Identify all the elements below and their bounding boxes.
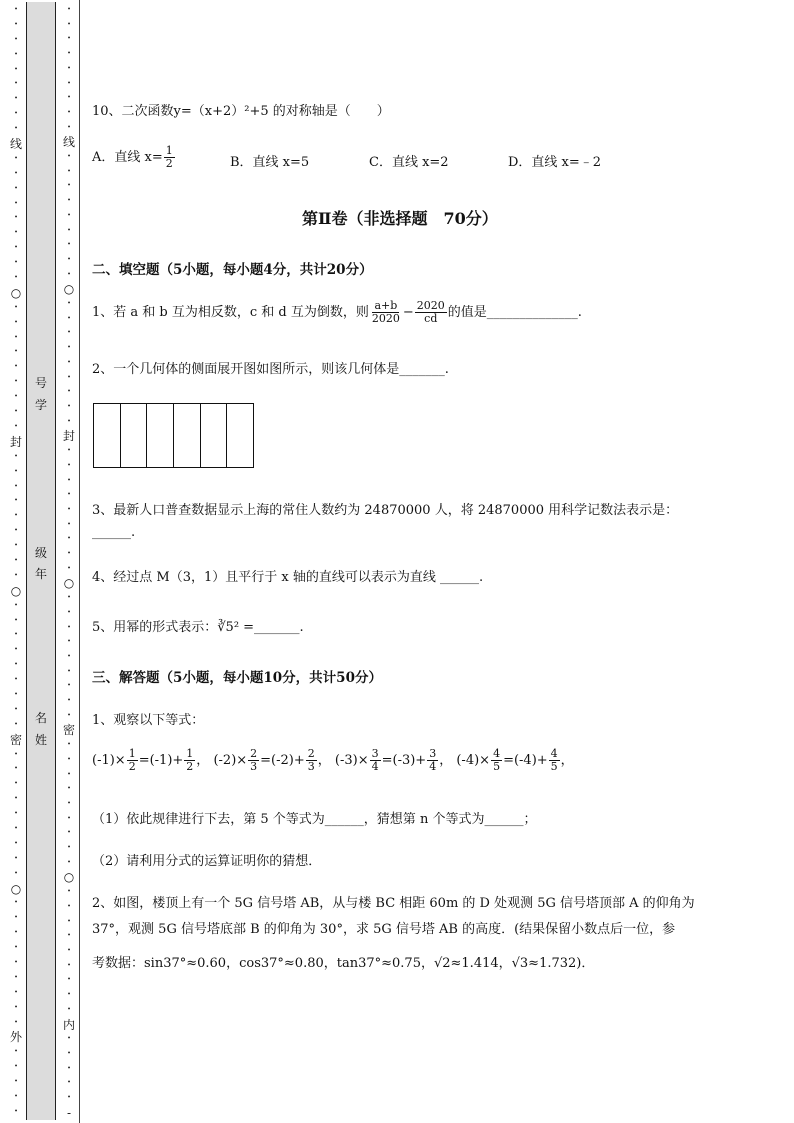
margin-dot: • (14, 988, 18, 996)
margin-dot: • (14, 35, 18, 43)
info-label-xing: 姓 (34, 733, 47, 747)
fraction-denominator: 2 (165, 157, 173, 170)
equation-fraction (184, 748, 195, 773)
margin-dot: • (67, 550, 71, 558)
margin-dot: • (67, 711, 71, 719)
margin-dot: • (67, 785, 71, 793)
margin-dot: • (67, 947, 71, 954)
margin-dot: • (67, 314, 71, 322)
margin-dot: • (67, 491, 71, 499)
equation-3 (334, 747, 453, 773)
margin-dot: • (14, 527, 18, 535)
margin-dot: • (14, 1093, 18, 1101)
fraction-denominator: 4 (371, 760, 379, 773)
fill-q1 (92, 300, 582, 325)
solve-q1-part2: （2）请利用分式的运算证明你的猜想． (92, 854, 322, 869)
margin-dot: • (14, 899, 18, 907)
fill-q1-fraction-2 (415, 300, 447, 325)
fill-q5: 5、用幂的形式表示：∛5² =_______. (92, 620, 304, 635)
margin-dot: • (67, 638, 71, 646)
margin-dot: • (14, 274, 18, 282)
margin-label: 封 (62, 429, 75, 444)
solve-q1-intro: 1、观察以下等式： (92, 713, 205, 728)
margin-dot: • (14, 125, 18, 133)
margin-dot: • (67, 94, 71, 102)
margin-dot: • (67, 858, 71, 866)
margin-circle: ○ (63, 576, 75, 591)
margin-dot: • (14, 408, 18, 416)
fraction-numerator: a+b (374, 299, 398, 312)
margin-dot: • (14, 571, 18, 579)
margin-dot: • (14, 333, 18, 341)
equation-fraction (370, 748, 381, 773)
margin-dot: • (67, 123, 71, 131)
margin-dot: • (14, 482, 18, 490)
margin-dot: • (67, 1064, 71, 1072)
margin-dot: • (67, 1094, 71, 1102)
fill-heading: 二、填空题（5小题，每小题4分，共计20分） (92, 262, 373, 278)
margin-dot: • (67, 594, 71, 602)
fraction-denominator: 2020 (371, 312, 400, 325)
solve-q1-part1: （1）依此规律进行下去，第 5 个等式为______，猜想第 n 个等式为______； (92, 812, 537, 827)
margin-dot: • (67, 373, 71, 381)
margin-dot: • (67, 1005, 71, 1013)
margin-dot: • (67, 770, 71, 778)
margin-dot: • (67, 64, 71, 72)
margin-dot: • (67, 388, 71, 396)
margin-dot: • (14, 393, 18, 401)
margin-dot: • (14, 616, 18, 624)
margin-dot: • (67, 35, 71, 43)
margin-dot: • (67, 329, 71, 337)
margin-circle: ○ (63, 282, 75, 297)
margin-dot: • (14, 824, 18, 832)
fraction-denominator: 2 (128, 760, 136, 773)
margin-dot: • (14, 229, 18, 237)
margin-circle: ○ (10, 285, 22, 300)
margin-dot: • (67, 682, 71, 690)
lateral-net-figure (93, 403, 254, 468)
margin-dot: • (67, 226, 71, 234)
fraction-denominator: 4 (429, 760, 437, 773)
margin-dot: • (14, 259, 18, 267)
margin-dot: • (67, 932, 71, 940)
margin-dot: • (67, 153, 71, 161)
margin-dot: • (14, 1003, 18, 1011)
outer-dotted-column (9, 4, 23, 1119)
margin-dot: • (14, 780, 18, 788)
margin-label: 密 (62, 723, 75, 738)
fraction-denominator: 5 (550, 760, 558, 773)
margin-dot: • (67, 197, 71, 205)
fill-q3-line1: 3、最新人口普查数据显示上海的常住人数约为 24870000 人，将 24870000 用科学记数法表示是： (92, 503, 679, 518)
margin-circle: ○ (10, 881, 22, 896)
fill-q1-fraction-1 (370, 300, 402, 325)
margin-dot: • (67, 991, 71, 999)
margin-dot: • (67, 270, 71, 278)
margin-dot: • (67, 167, 71, 175)
margin-dot: • (14, 80, 18, 88)
margin-dot: • (14, 110, 18, 118)
margin-dot: • (14, 959, 18, 966)
margin-dot: • (67, 976, 71, 984)
net-panel (227, 404, 253, 467)
fraction-denominator: 5 (493, 760, 501, 773)
fraction-numerator: 4 (493, 747, 501, 760)
equation-rhs: =(-2)+ (260, 753, 305, 768)
fraction-numerator: 1 (165, 144, 173, 157)
margin-dot: • (67, 697, 71, 705)
margin-dot: • (14, 169, 18, 177)
margin-dot: • (67, 608, 71, 616)
margin-dot: • (14, 839, 18, 847)
margin-dot: • (14, 50, 18, 58)
minus-sign: − (402, 305, 414, 320)
margin-dot: • (67, 1035, 71, 1043)
fraction-numerator: 2 (307, 747, 315, 760)
margin-dot: • (67, 344, 71, 352)
margin-dot: • (14, 1048, 18, 1056)
margin-dot: • (14, 810, 18, 818)
margin-dot: • (67, 652, 71, 660)
margin-circle: ○ (63, 870, 75, 885)
fill-q4: 4、经过点 M（3，1）且平行于 x 轴的直线可以表示为直线 ______. (92, 570, 484, 585)
q10-option-b: B．直线 x=5 (230, 155, 310, 170)
margin-dot: • (14, 378, 18, 386)
equation-1 (92, 747, 210, 773)
equation-separator: ， (196, 753, 210, 768)
info-label-hao: 号 (34, 376, 47, 390)
equation-fraction (491, 748, 502, 773)
margin-dot: • (67, 6, 71, 13)
margin-dot: • (14, 929, 18, 937)
info-label-xue: 学 (34, 398, 47, 412)
margin-dot: • (14, 646, 18, 654)
margin-dot: • (14, 750, 18, 758)
fraction-denominator: cd (424, 312, 438, 325)
margin-dot: • (67, 961, 71, 969)
equation-lhs: (-3)× (334, 753, 369, 768)
equation-fraction (127, 748, 138, 773)
margin-label: 外 (9, 1030, 22, 1045)
margin-dot: • (67, 888, 71, 896)
fraction-numerator: 1 (128, 747, 136, 760)
margin-dot: • (14, 690, 18, 698)
margin-dot: • (14, 661, 18, 669)
solve-heading: 三、解答题（5小题，每小题10分，共计50分） (92, 670, 382, 686)
margin-dot: • (67, 108, 71, 116)
margin-dot: • (67, 667, 71, 675)
margin-dot: • (14, 601, 18, 609)
margin-dot: • (67, 447, 71, 455)
fraction-numerator: 1 (186, 747, 194, 760)
fraction-denominator: 3 (307, 760, 315, 773)
margin-dot: • (14, 65, 18, 73)
margin-label: 密 (9, 732, 22, 747)
margin-dot: • (14, 705, 18, 713)
net-panel (201, 404, 228, 467)
net-panel (94, 404, 121, 467)
margin-dot: • (67, 20, 71, 28)
equation-separator: ， (317, 753, 331, 768)
margin-dot: • (14, 1078, 18, 1086)
inner-dotted-column (62, 4, 76, 1119)
fraction-denominator: 2 (186, 760, 194, 773)
margin-dot: • (14, 363, 18, 371)
margin-dot: • (67, 476, 71, 484)
margin-dot: • (67, 917, 71, 925)
q10-option-a-text: A．直线 x= (92, 150, 163, 165)
margin-dot: • (14, 318, 18, 326)
margin-dot: • (14, 720, 18, 728)
equation-row (92, 748, 574, 773)
margin-dot: • (67, 535, 71, 543)
fraction-numerator: 2020 (416, 299, 445, 312)
info-label-nian: 年 (34, 567, 47, 581)
fraction-numerator: 3 (371, 747, 379, 760)
margin-dot: • (14, 199, 18, 207)
margin-dot: • (14, 1018, 18, 1026)
margin-dot: • (14, 973, 18, 981)
margin-dot: • (67, 79, 71, 87)
net-panel (174, 404, 201, 467)
fraction-numerator: 3 (429, 747, 437, 760)
solve-q2-line3: 考数据：sin37°≈0.60，cos37°≈0.80，tan37°≈0.75，√2≈1.414，√3≈1.732)． (92, 956, 595, 971)
equation-rhs: =(-3)+ (381, 753, 427, 768)
margin-dot: • (67, 182, 71, 190)
equation-2 (213, 747, 331, 773)
margin-dot: • (14, 20, 18, 28)
margin-dot: • (14, 765, 18, 773)
margin-label: 封 (9, 434, 22, 449)
margin-dot: • (14, 1107, 18, 1115)
margin-dot: • (14, 6, 18, 13)
margin-dot: • (14, 795, 18, 803)
margin-dot: • (14, 303, 18, 311)
margin-dot: • (67, 564, 71, 572)
margin-dot: • (14, 631, 18, 639)
solve-q2-line2: 37°，观测 5G 信号塔底部 B 的仰角为 30°，求 5G 信号塔 AB 的高度．(结果保留小数点后一位，参 (92, 922, 676, 937)
solve-q2-line1: 2、如图，楼顶上有一个 5G 信号塔 AB，从与楼 BC 相距 60m 的 D 处观测 5G 信号塔顶部 A 的仰角为 (92, 896, 695, 911)
margin-dot: • (67, 1079, 71, 1087)
margin-dot: • (14, 676, 18, 684)
margin-dot: • (67, 902, 71, 910)
fill-q1-text: 1、若 a 和 b 互为相反数，c 和 d 互为倒数，则 (92, 305, 369, 320)
margin-dot: • (67, 461, 71, 469)
margin-dot: • (14, 348, 18, 356)
margin-dot: • (67, 402, 71, 410)
margin-dot: • (67, 417, 71, 425)
margin-dot: • (14, 95, 18, 103)
equation-fraction (549, 748, 560, 773)
left-margin (0, 0, 80, 1123)
equation-fraction (427, 748, 438, 773)
fraction-denominator: 3 (250, 760, 258, 773)
margin-dot: • (14, 452, 18, 460)
margin-dot: • (14, 244, 18, 252)
net-panel (121, 404, 148, 467)
margin-dot: • (67, 741, 71, 749)
part2-title: 第Ⅱ卷（非选择题 70分） (302, 209, 498, 228)
margin-dot: • (14, 542, 18, 550)
fraction-numerator: 4 (550, 747, 558, 760)
margin-dot: • (67, 829, 71, 837)
equation-rhs: =(-4)+ (503, 753, 548, 768)
q10-option-c: C．直线 x=2 (369, 155, 449, 170)
q10-option-d: D．直线 x=﹣2 (508, 155, 602, 170)
margin-dash: - (66, 1105, 72, 1120)
margin-dot: • (14, 467, 18, 475)
margin-dot: • (14, 422, 18, 430)
margin-dot: • (67, 241, 71, 249)
margin-dot: • (67, 211, 71, 219)
equation-fraction (248, 748, 259, 773)
margin-dot: • (14, 944, 18, 952)
margin-dot: • (14, 497, 18, 505)
q10-stem: 10、二次函数y=（x+2）²+5 的对称轴是（ ） (92, 104, 390, 119)
equation-lhs: (-4)× (456, 753, 491, 768)
margin-dot: • (14, 184, 18, 192)
fill-q3-line2: ______. (92, 525, 136, 540)
fill-q2: 2、一个几何体的侧面展开图如图所示，则该几何体是_______. (92, 362, 449, 377)
margin-dot: • (14, 214, 18, 222)
margin-dot: • (67, 300, 71, 308)
margin-dot: • (67, 814, 71, 822)
margin-dot: • (67, 799, 71, 807)
margin-dot: • (14, 854, 18, 862)
margin-dot: • (14, 914, 18, 922)
margin-dot: • (67, 520, 71, 528)
equation-lhs: (-1)× (92, 753, 126, 768)
equation-separator: ， (560, 753, 574, 768)
margin-dot: • (14, 556, 18, 564)
margin-dot: • (67, 844, 71, 852)
fraction-numerator: 2 (250, 747, 258, 760)
margin-divider (79, 0, 80, 1123)
margin-label: 线 (9, 137, 22, 152)
margin-dot: • (14, 512, 18, 520)
margin-circle: ○ (10, 583, 22, 598)
margin-dot: • (67, 623, 71, 631)
margin-dot: • (14, 869, 18, 877)
margin-label: 线 (62, 135, 75, 150)
q10-option-a-fraction (164, 145, 175, 170)
margin-dot: • (67, 505, 71, 513)
margin-dot: • (67, 255, 71, 263)
margin-label: 内 (62, 1017, 75, 1032)
info-label-ming: 名 (34, 711, 47, 725)
equation-4 (456, 747, 574, 773)
margin-dot: • (67, 50, 71, 58)
equation-lhs: (-2)× (213, 753, 248, 768)
equation-rhs: =(-1)+ (138, 753, 184, 768)
margin-dot: • (67, 755, 71, 763)
margin-dot: • (14, 1063, 18, 1071)
margin-dot: • (67, 1049, 71, 1057)
margin-dot: • (67, 358, 71, 366)
q10-option-a (92, 145, 176, 170)
student-info-strip (26, 2, 56, 1120)
net-panel (147, 404, 174, 467)
equation-separator: ， (439, 753, 453, 768)
fill-q1-tail: 的值是______________. (447, 305, 582, 320)
margin-dot: • (14, 154, 18, 162)
info-label-ji: 级 (34, 546, 47, 560)
equation-fraction (306, 748, 317, 773)
